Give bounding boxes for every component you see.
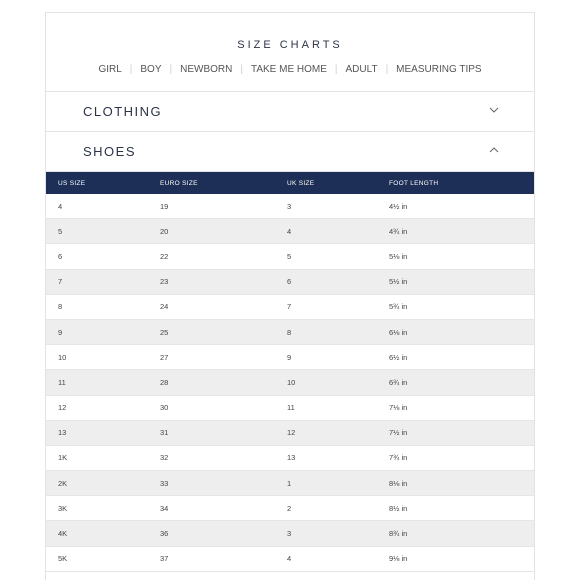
accordion-clothing[interactable] bbox=[46, 92, 534, 132]
page-title: SIZE CHARTS bbox=[237, 39, 343, 51]
table-row bbox=[46, 496, 534, 521]
cell-euro-size: 31 bbox=[160, 428, 169, 438]
table-row bbox=[46, 270, 534, 295]
cell-euro-size: 25 bbox=[160, 327, 169, 337]
cell-euro-size: 34 bbox=[160, 503, 169, 513]
table-row bbox=[46, 521, 534, 546]
cell-us-size: 4K bbox=[58, 529, 68, 539]
cell-uk-size: 2 bbox=[287, 503, 292, 513]
cell-foot-length: 6½ in bbox=[389, 352, 408, 362]
cell-foot-length: 7¾ in bbox=[389, 453, 408, 463]
cell-foot-length: 8⅛ in bbox=[389, 478, 408, 488]
cell-us-size: 11 bbox=[58, 377, 66, 387]
cell-us-size: 8 bbox=[58, 302, 63, 312]
nav-divider: | bbox=[385, 64, 389, 75]
chevron-up-icon bbox=[489, 145, 499, 155]
chevron-down-icon bbox=[489, 105, 499, 115]
nav-divider: | bbox=[334, 64, 338, 75]
cell-us-size: 1K bbox=[58, 453, 68, 463]
cell-euro-size: 30 bbox=[160, 403, 169, 413]
accordion-shoes[interactable] bbox=[46, 132, 534, 172]
nav-divider: | bbox=[169, 64, 173, 75]
size-chart-panel bbox=[45, 12, 535, 580]
cell-uk-size: 8 bbox=[287, 327, 292, 337]
cell-foot-length: 4½ in bbox=[389, 201, 408, 211]
cell-us-size: 10 bbox=[58, 352, 67, 362]
cell-foot-length: 5¾ in bbox=[389, 302, 408, 312]
table-row bbox=[46, 547, 534, 572]
cell-us-size: 7 bbox=[58, 277, 63, 287]
table-row bbox=[46, 446, 534, 471]
accordion-clothing-label: CLOTHING bbox=[83, 104, 163, 119]
cell-us-size: 12 bbox=[58, 403, 67, 413]
cell-foot-length: 5⅛ in bbox=[389, 251, 408, 261]
size-chart-header bbox=[46, 13, 534, 92]
column-header-uk-size: UK SIZE bbox=[287, 179, 315, 187]
table-row bbox=[46, 471, 534, 496]
cell-foot-length: 8½ in bbox=[389, 503, 408, 513]
cell-euro-size: 20 bbox=[160, 226, 169, 236]
table-row bbox=[46, 370, 534, 395]
cell-uk-size: 3 bbox=[287, 529, 292, 539]
table-row bbox=[46, 320, 534, 345]
nav-divider: | bbox=[129, 64, 133, 75]
cell-uk-size: 3 bbox=[287, 201, 292, 211]
cell-us-size: 9 bbox=[58, 327, 63, 337]
cell-us-size: 13 bbox=[58, 428, 67, 438]
cell-uk-size: 7 bbox=[287, 302, 292, 312]
cell-us-size: 5 bbox=[58, 226, 63, 236]
cell-euro-size: 24 bbox=[160, 302, 169, 312]
nav-boy[interactable]: BOY bbox=[140, 64, 162, 75]
table-row bbox=[46, 194, 534, 219]
cell-uk-size: 10 bbox=[287, 377, 296, 387]
shoe-size-table bbox=[46, 194, 534, 572]
table-row bbox=[46, 219, 534, 244]
cell-uk-size: 11 bbox=[287, 403, 295, 413]
cell-euro-size: 28 bbox=[160, 377, 169, 387]
cell-euro-size: 36 bbox=[160, 529, 169, 539]
nav-adult[interactable]: ADULT bbox=[345, 64, 378, 75]
cell-us-size: 3K bbox=[58, 503, 68, 513]
cell-us-size: 4 bbox=[58, 201, 63, 211]
nav-take-me-home[interactable]: TAKE ME HOME bbox=[250, 64, 327, 75]
cell-foot-length: 6⅛ in bbox=[389, 327, 408, 337]
cell-foot-length: 6¾ in bbox=[389, 377, 408, 387]
table-row bbox=[46, 421, 534, 446]
cell-euro-size: 23 bbox=[160, 277, 169, 287]
cell-euro-size: 33 bbox=[160, 478, 169, 488]
accordion-shoes-label: SHOES bbox=[83, 144, 137, 159]
cell-foot-length: 7½ in bbox=[389, 428, 408, 438]
table-row bbox=[46, 345, 534, 370]
cell-uk-size: 1 bbox=[287, 478, 292, 488]
cell-foot-length: 5½ in bbox=[389, 277, 408, 287]
cell-euro-size: 27 bbox=[160, 352, 169, 362]
cell-us-size: 2K bbox=[58, 478, 68, 488]
cell-uk-size: 6 bbox=[287, 277, 292, 287]
cell-uk-size: 5 bbox=[287, 251, 292, 261]
nav-divider: | bbox=[240, 64, 243, 75]
nav-girl[interactable]: GIRL bbox=[98, 64, 122, 75]
table-row bbox=[46, 396, 534, 421]
nav-measuring-tips[interactable]: MEASURING TIPS bbox=[396, 64, 482, 75]
cell-uk-size: 12 bbox=[287, 428, 296, 438]
cell-foot-length: 7⅛ in bbox=[389, 403, 408, 413]
cell-uk-size: 9 bbox=[287, 352, 292, 362]
cell-foot-length: 4¾ in bbox=[389, 226, 408, 236]
cell-euro-size: 19 bbox=[160, 201, 169, 211]
column-header-foot-length: FOOT LENGTH bbox=[389, 179, 439, 187]
column-header-euro-size: EURO SIZE bbox=[160, 179, 198, 187]
cell-euro-size: 32 bbox=[160, 453, 169, 463]
cell-foot-length: 9⅛ in bbox=[389, 554, 408, 564]
cell-foot-length: 8¾ in bbox=[389, 529, 408, 539]
column-header-us-size: US SIZE bbox=[58, 179, 86, 187]
cell-uk-size: 13 bbox=[287, 453, 296, 463]
cell-us-size: 5K bbox=[58, 554, 68, 564]
shoe-size-table-header bbox=[46, 172, 534, 194]
cell-us-size: 6 bbox=[58, 251, 63, 261]
cell-uk-size: 4 bbox=[287, 554, 292, 564]
nav-newborn[interactable]: NEWBORN bbox=[180, 64, 233, 75]
cell-euro-size: 37 bbox=[160, 554, 169, 564]
cell-euro-size: 22 bbox=[160, 251, 169, 261]
size-chart-nav bbox=[46, 64, 534, 75]
cell-uk-size: 4 bbox=[287, 226, 292, 236]
table-row bbox=[46, 244, 534, 269]
table-row bbox=[46, 295, 534, 320]
